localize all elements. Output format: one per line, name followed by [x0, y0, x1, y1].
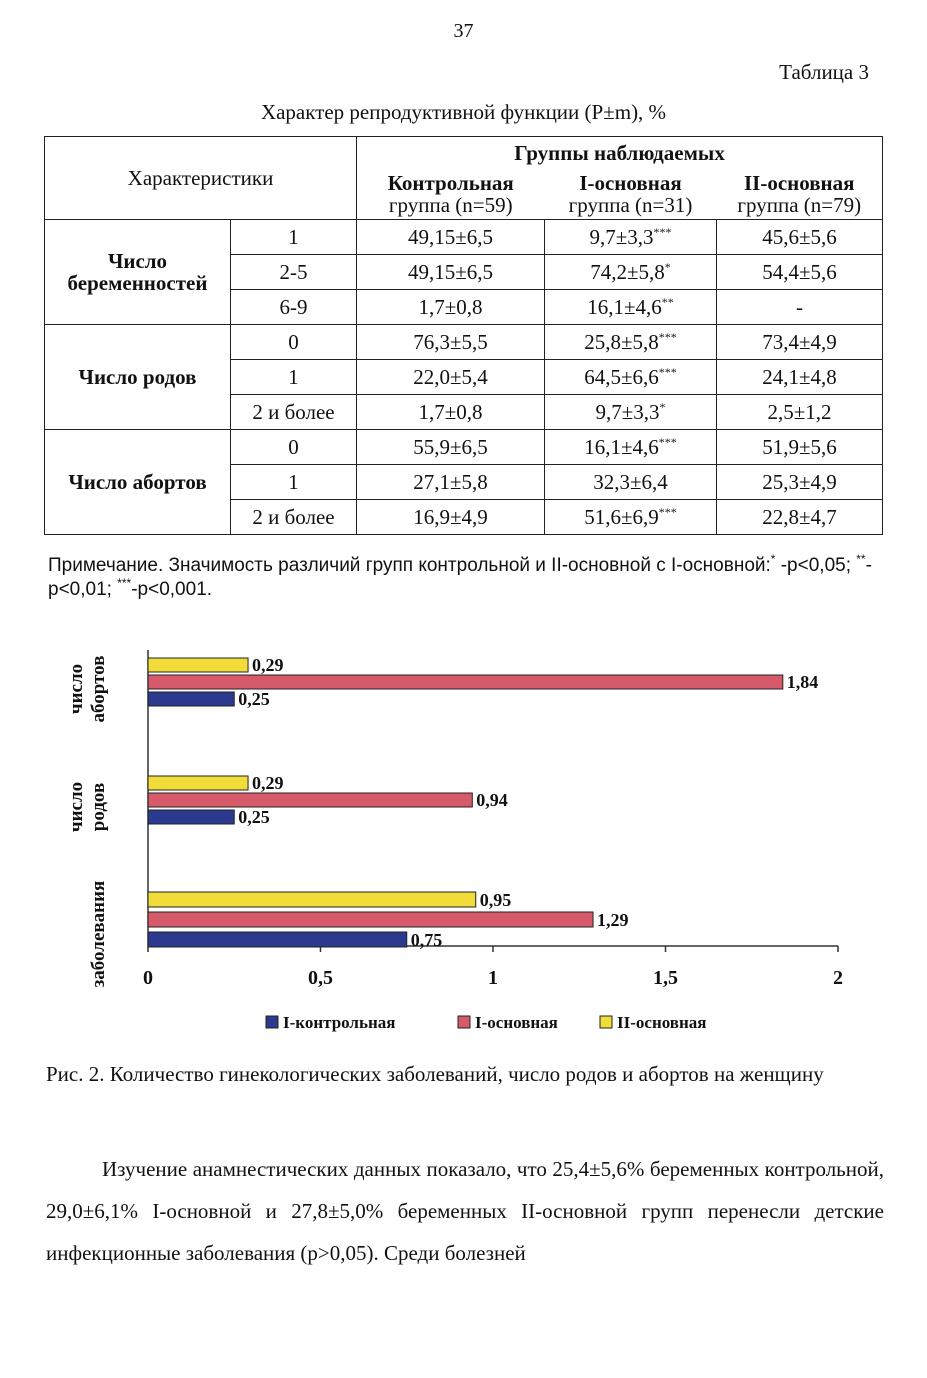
category-label: числоабортов	[66, 655, 109, 723]
bar-value-label: 0,25	[238, 807, 270, 827]
header-characteristics: Характеристики	[45, 137, 357, 220]
cell-i-main	[545, 395, 717, 430]
row-sublabel: 1	[231, 220, 357, 255]
cell-i-main	[545, 325, 717, 360]
bar-ii-main	[148, 892, 476, 907]
bar-ii-main	[148, 658, 248, 672]
bar-i-main	[148, 675, 783, 689]
row-sublabel: 2-5	[231, 255, 357, 290]
x-tick-label: 0	[143, 967, 153, 989]
bar-value-label: 1,84	[786, 672, 819, 692]
bar-value-label: 1,29	[597, 910, 629, 930]
row-group-label: Число беременностей	[45, 220, 231, 325]
cell-value: 9,7±3,3	[589, 225, 654, 249]
cell-control: 49,15±6,5	[357, 255, 545, 290]
row-sublabel: 0	[231, 430, 357, 465]
cell-i-main	[545, 465, 717, 500]
bar-i-main	[148, 912, 593, 927]
cell-ii-main: 54,4±5,6	[717, 255, 883, 290]
category-label: числородов	[66, 781, 109, 833]
cell-control: 49,15±6,5	[357, 220, 545, 255]
legend-swatch	[458, 1016, 470, 1028]
significance-mark: ***	[658, 330, 677, 344]
bar-ii-main	[148, 776, 248, 790]
significance-mark: ***	[653, 225, 672, 239]
bar-i-main	[148, 793, 472, 807]
cell-ii-main: 45,6±5,6	[717, 220, 883, 255]
cell-i-main	[545, 500, 717, 535]
x-tick-label: 0,5	[308, 967, 333, 989]
legend-label: II-основная	[617, 1013, 707, 1032]
cell-ii-main: 2,5±1,2	[717, 395, 883, 430]
table-title: Характер репродуктивной функции (P±m), %	[260, 100, 667, 124]
legend-label: I-основная	[475, 1013, 558, 1032]
bar-value-label: 0,95	[479, 890, 512, 910]
table-note: Примечание. Значимость различий групп контрольной и II-основной с I-основной:* -p<0,05; **-p<0,01; ***-p<0,001.	[48, 552, 872, 600]
bar-value-label: 0,29	[252, 655, 284, 675]
significance-mark: *	[664, 260, 671, 274]
cell-value: 32,3±6,4	[593, 470, 668, 494]
bar-chart	[60, 650, 860, 1042]
x-tick-label: 1,5	[653, 967, 678, 989]
x-tick-label: 1	[488, 967, 498, 989]
x-tick-label: 2	[833, 967, 843, 989]
table-label: Таблица 3	[779, 60, 869, 84]
cell-control: 76,3±5,5	[357, 325, 545, 360]
cell-value: 25,8±5,8	[584, 330, 659, 354]
bar-control	[148, 692, 234, 706]
cell-i-main	[545, 430, 717, 465]
cell-value: 64,5±6,6	[584, 365, 659, 389]
cell-ii-main: 22,8±4,7	[717, 500, 883, 535]
significance-mark: **	[661, 295, 674, 309]
cell-ii-main: 25,3±4,9	[717, 465, 883, 500]
body-paragraph: Изучение анамнестических данных показало, что 25,4±5,6% беременных контрольной, 29,0±6,1% I-основной и 27,8±5,0% беременных II-основной групп перенесли детские инфекционные заболевания (p>0,05). Среди болезней	[46, 1157, 884, 1265]
cell-value: 16,1±4,6	[587, 295, 662, 319]
header-group-i: I-основная группа (n=31)	[545, 169, 717, 220]
significance-mark: ***	[658, 505, 677, 519]
table-row	[45, 325, 883, 360]
significance-mark: ***	[658, 435, 677, 449]
header-group-control: Контрольная группа (n=59)	[357, 169, 545, 220]
cell-ii-main: 73,4±4,9	[717, 325, 883, 360]
header-groups: Группы наблюдаемых	[357, 137, 883, 170]
bar-value-label: 0,75	[410, 930, 443, 950]
bar-control	[148, 932, 407, 947]
row-sublabel: 2 и более	[231, 395, 357, 430]
row-sublabel: 6-9	[231, 290, 357, 325]
row-sublabel: 0	[231, 325, 357, 360]
header-group-ii: II-основная группа (n=79)	[717, 169, 883, 220]
cell-i-main	[545, 255, 717, 290]
cell-value: 16,1±4,6	[584, 435, 659, 459]
legend-label: I-контрольная	[283, 1013, 396, 1032]
row-sublabel: 2 и более	[231, 500, 357, 535]
cell-control: 27,1±5,8	[357, 465, 545, 500]
bar-control	[148, 810, 234, 824]
legend-swatch	[600, 1016, 612, 1028]
table-row	[45, 220, 883, 255]
cell-ii-main: -	[717, 290, 883, 325]
bar-value-label: 0,29	[252, 773, 284, 793]
cell-control: 1,7±0,8	[357, 290, 545, 325]
table-row	[45, 430, 883, 465]
cell-ii-main: 51,9±5,6	[717, 430, 883, 465]
row-sublabel: 1	[231, 465, 357, 500]
page-number: 37	[453, 20, 474, 42]
bar-value-label: 0,94	[476, 790, 508, 810]
legend-swatch	[266, 1016, 278, 1028]
cell-control: 22,0±5,4	[357, 360, 545, 395]
cell-i-main	[545, 360, 717, 395]
row-group-label: Число родов	[45, 325, 231, 430]
cell-value: 9,7±3,3	[595, 400, 660, 424]
bar-value-label: 0,25	[238, 689, 270, 709]
cell-value: 51,6±6,9	[584, 505, 659, 529]
cell-value: 74,2±5,8	[590, 260, 665, 284]
row-sublabel: 1	[231, 360, 357, 395]
significance-mark: ***	[658, 365, 677, 379]
row-group-label: Число абортов	[45, 430, 231, 535]
cell-i-main	[545, 220, 717, 255]
category-label: заболевания	[88, 880, 109, 988]
cell-control: 55,9±6,5	[357, 430, 545, 465]
figure-caption: Рис. 2. Количество гинекологических заболеваний, число родов и абортов на женщину	[46, 1062, 824, 1086]
cell-control: 16,9±4,9	[357, 500, 545, 535]
cell-control: 1,7±0,8	[357, 395, 545, 430]
cell-i-main	[545, 290, 717, 325]
cell-ii-main: 24,1±4,8	[717, 360, 883, 395]
significance-mark: *	[659, 400, 666, 414]
reproductive-function-table	[44, 136, 883, 535]
